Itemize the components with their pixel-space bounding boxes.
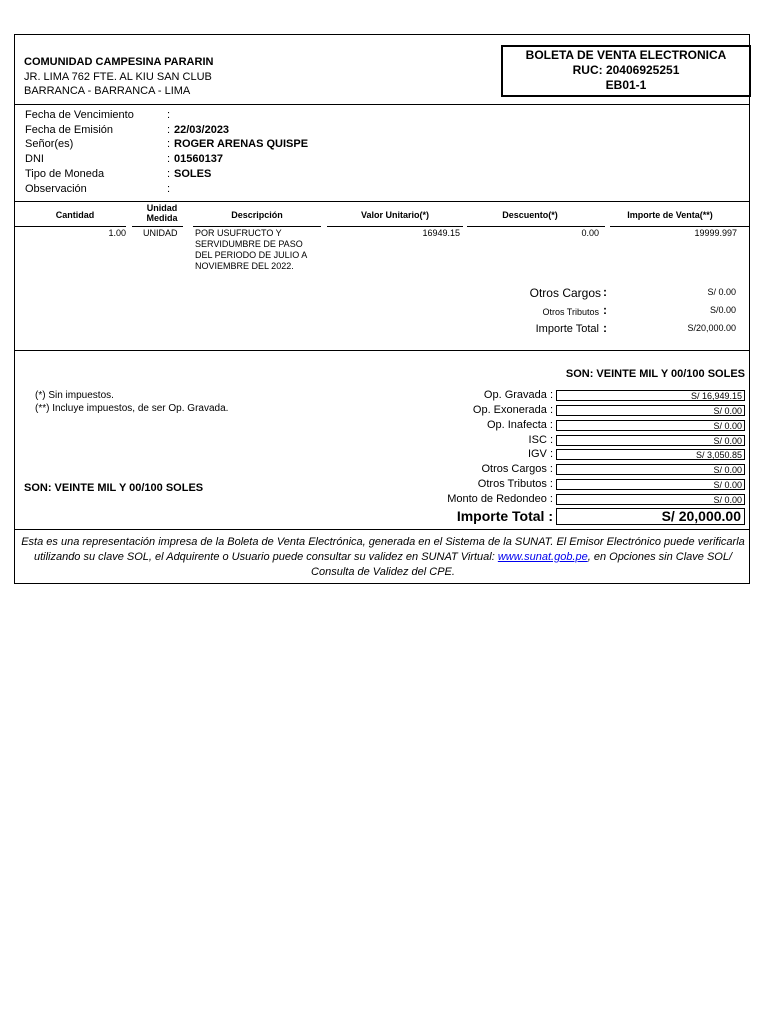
summary-value-box: S/ 0.00 xyxy=(556,420,745,431)
summary-value-box: S/ 16,949.15 xyxy=(556,390,745,401)
amount-in-words-bottom: SON: VEINTE MIL Y 00/100 SOLES xyxy=(24,482,204,494)
info-colon: : xyxy=(167,168,171,180)
description-line: POR USUFRUCTO Y xyxy=(195,228,282,238)
cell-descripcion xyxy=(195,228,325,272)
column-header-unidad xyxy=(137,203,187,223)
divider xyxy=(327,226,463,227)
cell-descuento: 0.00 xyxy=(581,228,599,238)
footer-text-part2: , en Opciones sin Clave SOL/ Consulta de Validez del CPE. xyxy=(311,551,733,578)
divider xyxy=(193,226,321,227)
cell-unidad: UNIDAD xyxy=(143,228,178,238)
info-label: Observación xyxy=(25,183,87,195)
otros-tributos-label: Otros Tributos xyxy=(542,307,599,317)
column-header-cantidad: Cantidad xyxy=(55,210,95,220)
importe-total-colon: : xyxy=(603,321,607,335)
legal-footer xyxy=(19,535,747,580)
info-label: Fecha de Vencimiento xyxy=(25,109,134,121)
summary-value-box: S/ 0.00 xyxy=(556,464,745,475)
otros-cargos-colon: : xyxy=(603,285,607,299)
summary-label: Op. Exonerada : xyxy=(472,404,553,416)
grand-total-value-box: S/ 20,000.00 xyxy=(556,508,745,525)
invoice-document xyxy=(14,34,750,584)
document-type: BOLETA DE VENTA ELECTRONICA xyxy=(525,48,727,62)
sunat-link[interactable]: www.sunat.gob.pe xyxy=(497,551,588,563)
divider xyxy=(15,201,749,202)
column-header-importe-venta: Importe de Venta(**) xyxy=(627,210,713,220)
otros-cargos-label: Otros Cargos xyxy=(529,286,601,300)
summary-label: IGV : xyxy=(527,448,553,460)
info-value: SOLES xyxy=(174,168,212,180)
info-label: Señor(es) xyxy=(25,138,74,150)
summary-label: Op. Inafecta : xyxy=(486,419,553,431)
info-label: Fecha de Emisión xyxy=(25,124,114,136)
summary-value-box: S/ 0.00 xyxy=(556,494,745,505)
issuer-address-line1: JR. LIMA 762 FTE. AL KIU SAN CLUB xyxy=(24,71,212,83)
column-header-unidad-line2: Medida xyxy=(146,213,178,223)
info-colon: : xyxy=(167,109,171,121)
otros-cargos-value: S/ 0.00 xyxy=(707,287,736,297)
info-colon: : xyxy=(167,153,171,165)
otros-tributos-value: S/0.00 xyxy=(709,305,736,315)
summary-label: Otros Tributos : xyxy=(477,478,553,490)
ruc-number: RUC: 20406925251 xyxy=(572,63,680,77)
summary-value-box: S/ 0.00 xyxy=(556,405,745,416)
divider xyxy=(15,350,749,351)
info-value: 22/03/2023 xyxy=(174,124,230,136)
otros-tributos-colon: : xyxy=(603,303,607,317)
document-series: EB01-1 xyxy=(605,78,647,92)
info-value: ROGER ARENAS QUISPE xyxy=(174,138,309,150)
info-value: 01560137 xyxy=(174,153,223,165)
summary-value-box: S/ 3,050.85 xyxy=(556,449,745,460)
note-incluye-impuestos: (**) Incluye impuestos, de ser Op. Gravada. xyxy=(35,403,229,414)
issuer-name: COMUNIDAD CAMPESINA PARARIN xyxy=(24,56,214,68)
column-header-unidad-line1: Unidad xyxy=(146,203,178,213)
importe-total-label: Importe Total xyxy=(535,323,599,335)
importe-total-value: S/20,000.00 xyxy=(687,323,736,333)
amount-in-words-top: SON: VEINTE MIL Y 00/100 SOLES xyxy=(565,368,745,380)
note-sin-impuestos: (*) Sin impuestos. xyxy=(35,390,114,401)
column-header-descripcion: Descripción xyxy=(231,210,283,220)
info-label: Tipo de Moneda xyxy=(25,168,105,180)
info-colon: : xyxy=(167,138,171,150)
description-line: NOVIEMBRE DEL 2022. xyxy=(195,261,294,271)
issuer-address-line2: BARRANCA - BARRANCA - LIMA xyxy=(24,85,191,97)
description-line: DEL PERIODO DE JULIO A xyxy=(195,250,308,260)
divider xyxy=(132,226,183,227)
footer-text-part1: Esta es una representación impresa de la Boleta de Venta Electrónica, generada en el Sistema de la SUNAT. El Emisor Electrónico puede verificarla utilizando su clave SOL, el Adquirente o Usuario puede consultar su validez en SUNAT Virtual: xyxy=(21,536,745,563)
summary-label: ISC : xyxy=(528,434,553,446)
description-line: SERVIDUMBRE DE PASO xyxy=(195,239,303,249)
summary-value-box: S/ 0.00 xyxy=(556,479,745,490)
divider xyxy=(15,226,126,227)
info-colon: : xyxy=(167,183,171,195)
cell-cantidad: 1.00 xyxy=(108,228,126,238)
document-id-box xyxy=(501,45,751,97)
info-label: DNI xyxy=(25,153,44,165)
summary-label: Op. Gravada : xyxy=(483,389,553,401)
summary-label: Monto de Redondeo : xyxy=(447,493,553,505)
info-colon: : xyxy=(167,124,171,136)
divider xyxy=(15,104,749,105)
summary-label: Otros Cargos : xyxy=(481,463,553,475)
divider xyxy=(15,529,749,530)
divider xyxy=(610,226,749,227)
divider xyxy=(467,226,605,227)
cell-importe-venta: 19999.997 xyxy=(694,228,737,238)
grand-total-label: Importe Total : xyxy=(456,508,553,524)
summary-value-box: S/ 0.00 xyxy=(556,435,745,446)
column-header-descuento: Descuento(*) xyxy=(502,210,558,220)
cell-valor-unitario: 16949.15 xyxy=(422,228,460,238)
column-header-valor-unitario: Valor Unitario(*) xyxy=(360,210,429,220)
